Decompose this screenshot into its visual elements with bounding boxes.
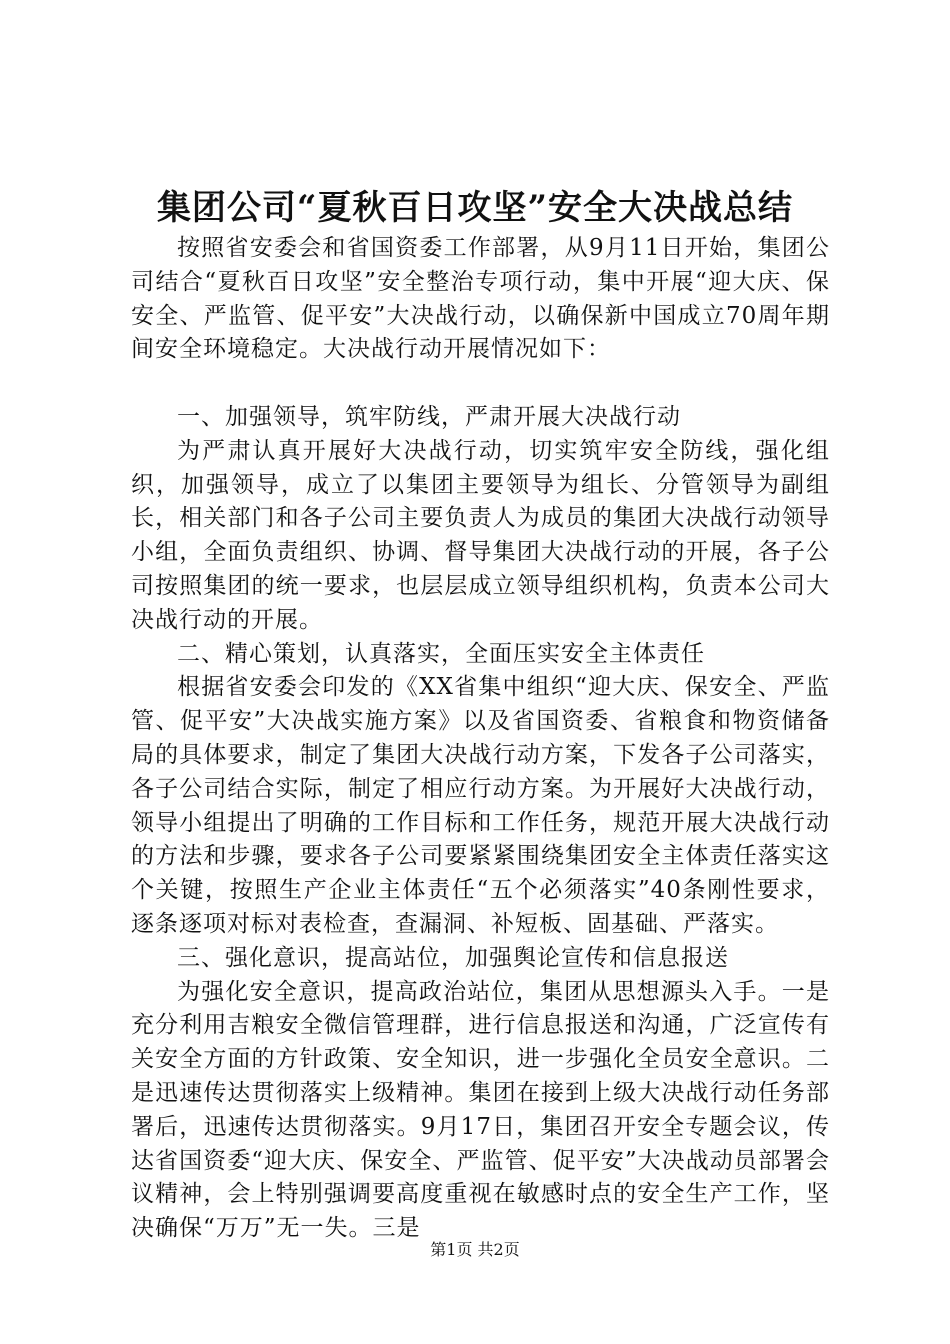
paragraph-intro: 按照省安委会和省国资委工作部署，从9月11日开始，集团公司结合“夏秋百日攻坚”安全整治专项行动，集中开展“迎大庆、保安全、严监管、促平安”大决战行动，以确保新中国成立70周年期间安全环境稳定。大决战行动开展情况如下： [131, 235, 830, 363]
paragraph-spacer [131, 367, 830, 401]
paragraph-section-3: 为强化安全意识，提高政治站位，集团从思想源头入手。一是充分利用吉粮安全微信管理群，进行信息报送和沟通，广泛宣传有关安全方面的方针政策、安全知识，进一步强化全员安全意识。二是迅速传达贯彻落实上级精神。集团在接到上级大决战行动任务部署后，迅速传达贯彻落实。9月17日，集团召开安全专题会议，传达省国资委“迎大庆、保安全、严监管、促平安”大决战动员部署会议精神，会上特别强调要高度重视在敏感时点的安全生产工作，坚决确保“万万”无一失。三是 [131, 978, 830, 1242]
section-heading-2: 二、精心策划，认真落实，全面压实安全主体责任 [177, 640, 705, 667]
section-heading-1: 一、加强领导，筑牢防线，严肃开展大决战行动 [177, 403, 681, 430]
paragraph-section-2: 根据省安委会印发的《XX省集中组织“迎大庆、保安全、严监管、促平安”大决战实施方案》以及省国资委、省粮食和物资储备局的具体要求，制定了集团大决战行动方案，下发各子公司落实，各子公司结合实际，制定了相应行动方案。为开展好大决战行动，领导小组提出了明确的工作目标和工作任务，规范开展大决战行动的方法和步骤，要求各子公司要紧紧围绕集团安全主体责任落实这个关键，按照生产企业主体责任“五个必须落实”40条刚性要求，逐条逐项对标对表检查，查漏洞、补短板、固基础、严落实。 [131, 674, 830, 937]
document-title: 集团公司“夏秋百日攻坚”安全大决战总结 [156, 188, 794, 228]
paragraph-section-1: 为严肃认真开展好大决战行动，切实筑牢安全防线，强化组织，加强领导，成立了以集团主要领导为组长、分管领导为副组长，相关部门和各子公司主要负责人为成员的集团大决战行动领导小组，全面负责组织、协调、督导集团大决战行动的开展，各子公司按照集团的统一要求，也层层成立领导组织机构，负责本公司大决战行动的开展。 [131, 437, 830, 633]
page-footer: 第1页 共2页 [430, 1240, 520, 1259]
document-body [131, 232, 830, 1246]
section-heading-3: 三、强化意识，提高站位，加强舆论宣传和信息报送 [177, 944, 729, 971]
